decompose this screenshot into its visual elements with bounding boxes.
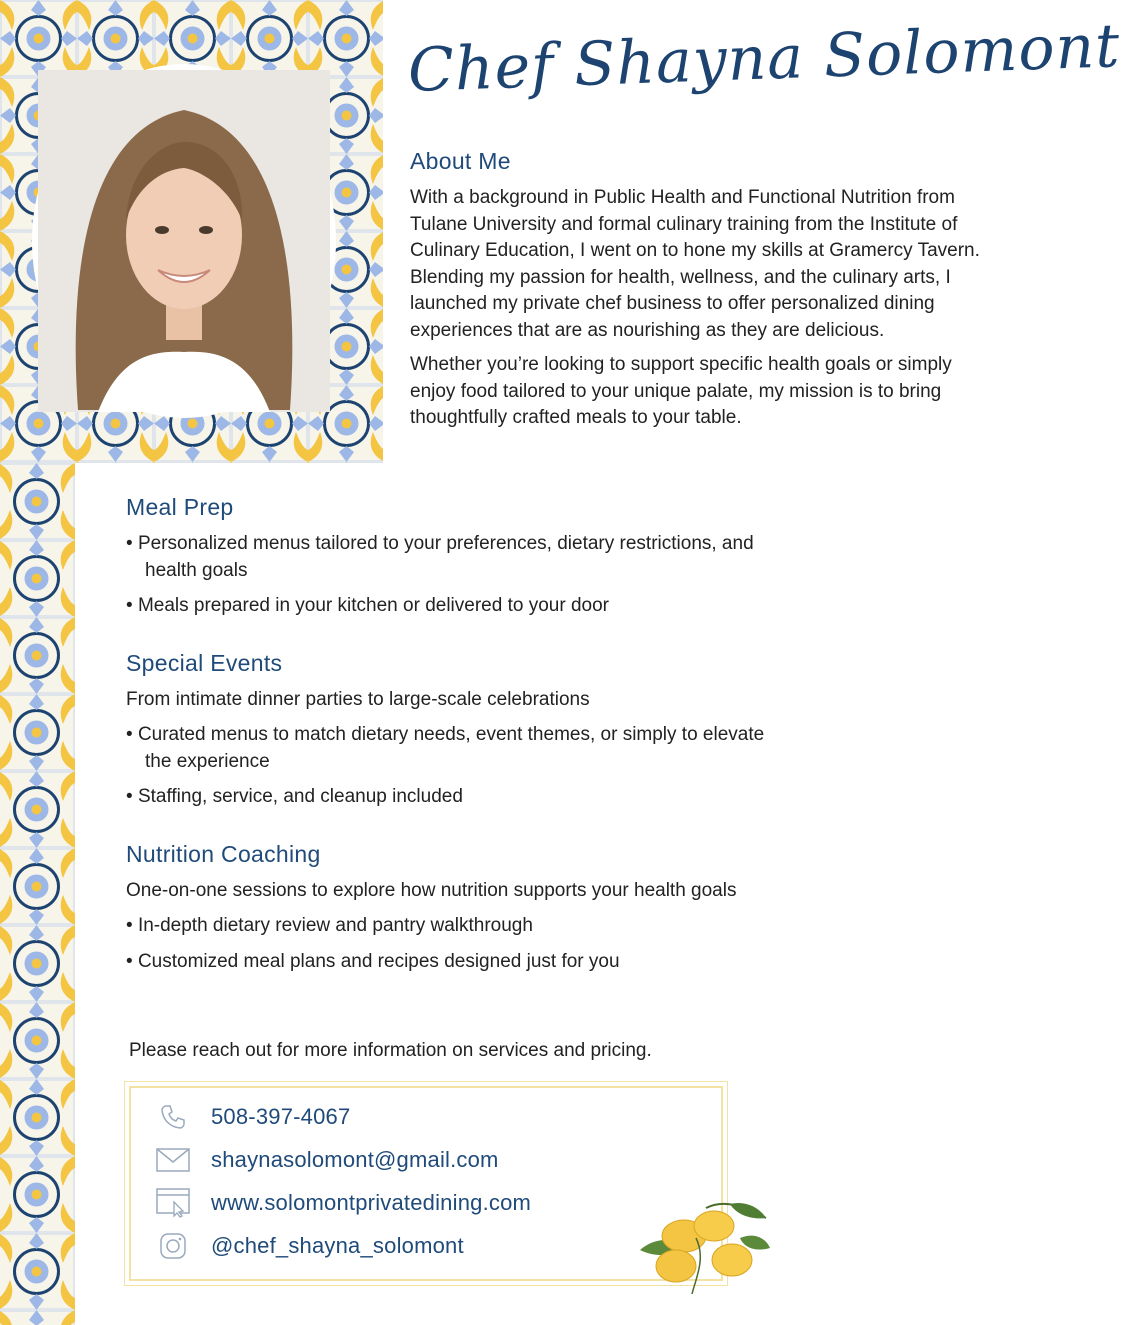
instagram-icon (155, 1231, 191, 1261)
meal-prep-bullet-2: • Meals prepared in your kitchen or delivered to your door (126, 593, 766, 620)
contact-box (129, 1086, 723, 1281)
special-events-bullet-1: • Curated menus to match dietary needs, event themes, or simply to elevate the experience (126, 722, 766, 775)
nutrition-coaching-title: Nutrition Coaching (126, 840, 321, 867)
website-icon (155, 1188, 191, 1218)
lemons-illustration (636, 1198, 772, 1298)
about-title: About Me (410, 148, 511, 174)
email-icon (155, 1145, 191, 1175)
nutrition-coaching-lead: One-on-one sessions to explore how nutrition supports your health goals (126, 879, 737, 901)
portrait-illustration (38, 70, 330, 412)
contact-email[interactable] (155, 1145, 499, 1175)
special-events-lead: From intimate dinner parties to large-scale celebrations (126, 688, 590, 710)
special-events-section (126, 650, 766, 811)
nutrition-coaching-section (126, 841, 766, 976)
nutrition-bullet-1: • In-depth dietary review and pantry walkthrough (126, 913, 766, 940)
meal-prep-title: Meal Prep (126, 494, 234, 520)
contact-website[interactable] (155, 1188, 531, 1218)
phone-number[interactable]: 508-397-4067 (211, 1104, 351, 1129)
about-section (410, 148, 1000, 440)
meal-prep-section (126, 494, 766, 620)
nutrition-bullet-2: • Customized meal plans and recipes designed just for you (126, 949, 766, 976)
tile-strip-svg (0, 463, 75, 1325)
meal-prep-bullet-1: • Personalized menus tailored to your preferences, dietary restrictions, and health goals (126, 531, 766, 584)
tile-pattern-strip (0, 463, 75, 1325)
special-events-title: Special Events (126, 649, 283, 676)
about-paragraph-2: Whether you’re looking to support specific health goals or simply enjoy food tailored to your unique palate, my mission is to bring thoughtfully crafted meals to your table. (410, 354, 952, 428)
contact-phone[interactable] (155, 1102, 350, 1132)
phone-icon (155, 1102, 191, 1132)
instagram-handle[interactable]: @chef_shayna_solomont (211, 1233, 464, 1258)
chef-portrait (38, 70, 330, 412)
contact-instagram[interactable] (155, 1231, 464, 1261)
chef-name-title: Chef Shayna Solomont (406, 11, 1121, 106)
special-events-bullet-2: • Staffing, service, and cleanup included (126, 784, 766, 811)
website-url[interactable]: www.solomontprivatedining.com (211, 1190, 532, 1215)
services-section (126, 494, 766, 1005)
about-paragraph-1: With a background in Public Health and Functional Nutrition from Tulane University and formal culinary training from the Institute of Culinary Education, I went on to hone my skills at Gramercy Tavern. Blending my passion for health, wellness, and the culinary arts, I launched my private chef business to offer personalized dining experiences that are as nourishing as they are delicious. (410, 187, 980, 341)
reach-out-text: Please reach out for more information on services and pricing. (129, 1040, 652, 1061)
email-address[interactable]: shaynasolomont@gmail.com (211, 1147, 499, 1172)
